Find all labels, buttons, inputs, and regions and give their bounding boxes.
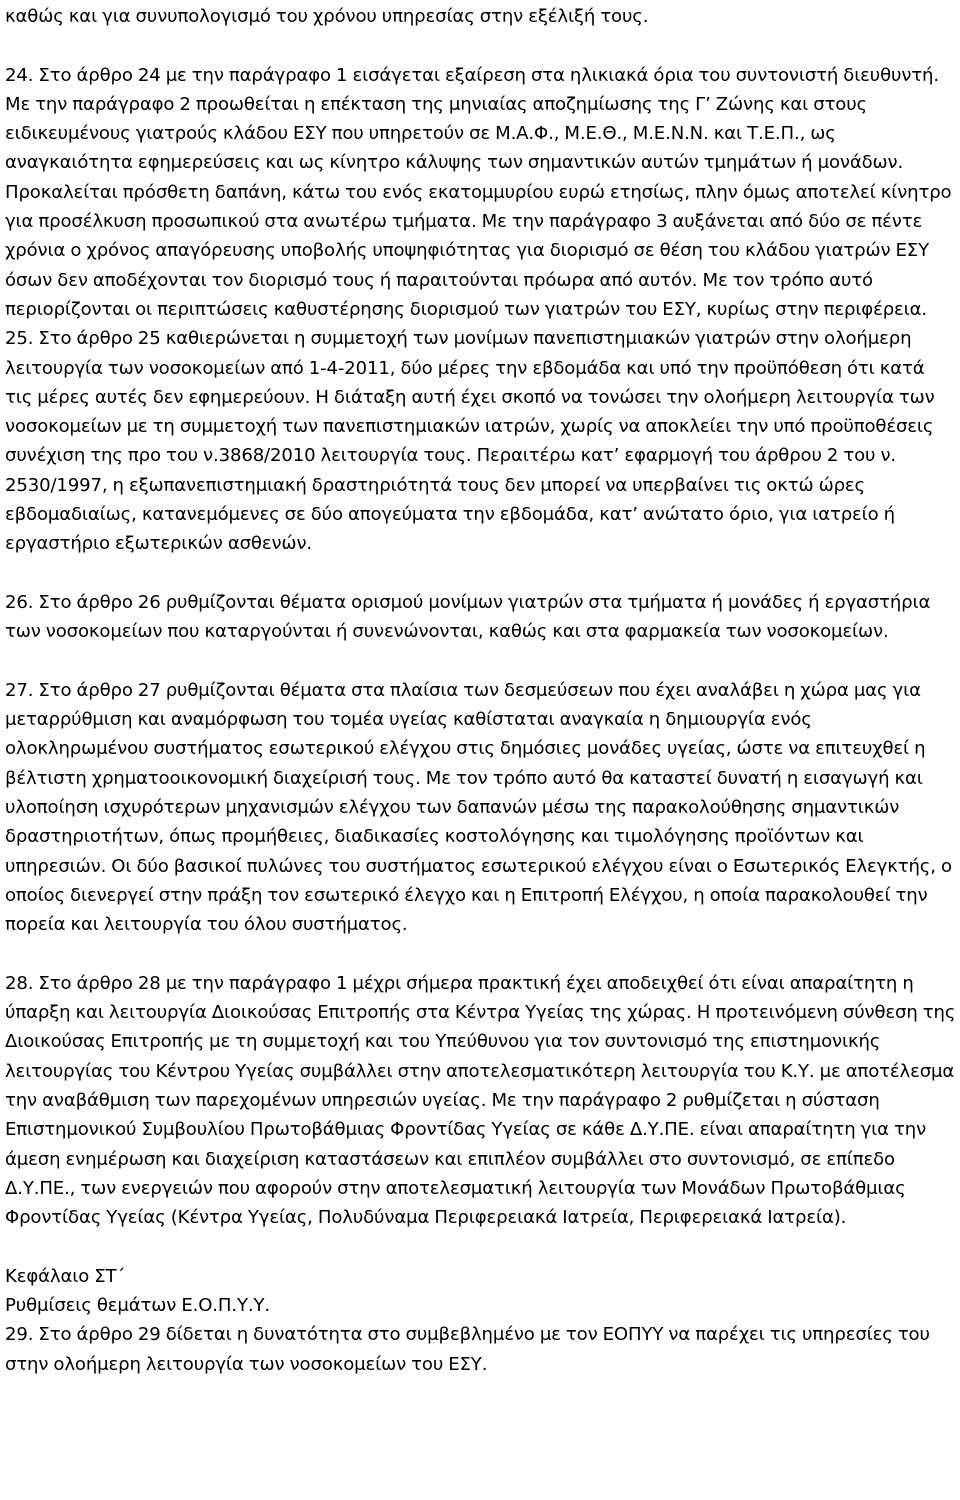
- article-26-paragraph: 26. Στο άρθρο 26 ρυθμίζονται θέματα ορισμού μονίμων γιατρών στα τμήματα ή μονάδες ή εργαστήρια των νοσοκομείων που καταργούνται ή συνενώνονται, καθώς και στα φαρμακεία των νοσοκομείων.: [5, 591, 931, 643]
- paragraph-gap: [5, 647, 956, 676]
- article-28-paragraph: 28. Στο άρθρο 28 με την παράγραφο 1 μέχρι σήμερα πρακτική έχει αποδειχθεί ότι είναι απαραίτητη η ύπαρξη και λειτουργία Διοικούσας Επιτροπής στα Κέντρα Υγείας της χώρας. Η προτεινόμενη σύνθεση της Διοικούσας Επιτροπής με τη συμμετοχή και του Υπεύθυνου για τον συντονισμό της επιστημονικής λειτουργίας του Κέντρου Υγείας συμβάλλει στην αποτελεσματικότερη λειτουργία του Κ.Υ. με αποτέλεσμα την αναβάθμιση των παρεχομένων υπηρεσιών υγείας. Με την παράγραφο 2 ρυθμίζεται η σύσταση Επιστημονικού Συμβουλίου Πρωτοβάθμιας Φροντίδας Υγείας σε κάθε Δ.Υ.ΠΕ. είναι απαραίτητη για την άμεση ενημέρωση και διαχείριση καταστάσεων και επιπλέον συμβάλλει στο συντονισμό, σε επίπεδο Δ.Υ.ΠΕ., των ενεργειών που αφορούν στην αποτελεσματική λειτουργία των Μονάδων Πρωτοβάθμιας Φροντίδας Υγείας (Κέντρα Υγείας, Πολυδύναμα Περιφερειακά Ιατρεία, Περιφερειακά Ιατρεία).: [5, 972, 956, 1229]
- paragraph-gap: [5, 1232, 956, 1261]
- article-27-paragraph: 27. Στο άρθρο 27 ρυθμίζονται θέματα στα πλαίσια των δεσμεύσεων που έχει αναλάβει η χώρα μας για μεταρρύθμιση και αναμόρφωση του τομέα υγείας καθίσταται αναγκαία η δημιουργία ενός ολοκληρωμένου συστήματος εσωτερικού ελέγχου στις δημόσιες μονάδες υγείας, ώστε να επιτευχθεί η βέλτιστη χρηματοοικονομική διαχείρισή τους. Με τον τρόπο αυτό θα καταστεί δυνατή η εισαγωγή και υλοποίηση ισχυρότερων μηχανισμών ελέγχου των δαπανών μέσω της παρακολούθησης σημαντικών δραστηριοτήτων, όπως προμήθειες, διαδικασίες κοστολόγησης και τιμολόγησης προϊόντων και υπηρεσιών. Οι δύο βασικοί πυλώνες του συστήματος εσωτερικού ελέγχου είναι ο Εσωτερικός Ελεγκτής, ο οποίος διενεργεί στην πράξη τον εσωτερικό έλεγχο και η Επιτροπή Ελέγχου, η οποία παρακολουθεί την πορεία και λειτουργία του όλου συστήματος.: [5, 679, 952, 936]
- paragraph-gap: [5, 31, 956, 60]
- article-25-paragraph: 25. Στο άρθρο 25 καθιερώνεται η συμμετοχή των μονίμων πανεπιστημιακών γιατρών στην ολοήμερη λειτουργία των νοσοκομείων από 1-4-2011, δύο μέρες την εβδομάδα και υπό την προϋπόθεση ότι κατά τις μέρες αυτές δεν εφημερεύουν. Η διάταξη αυτή έχει σκοπό να τονώσει την ολοήμερη λειτουργία των νοσοκομείων με τη συμμετοχή των πανεπιστημιακών ιατρών, χωρίς να αποκλείει την υπό προϋποθέσεις συνέχιση της προ του ν.3868/2010 λειτουργία τους. Περαιτέρω κατ’ εφαρμογή του άρθρου 2 του ν. 2530/1997, η εξωπανεπιστημιακή δραστηριότητά τους δεν μπορεί να υπερβαίνει τις οκτώ ώρες εβδομαδιαίως, κατανεμόμενες σε δύο απογεύματα την εβδομάδα, κατ’ ανώτατο όριο, για ιατρείο ή εργαστήριο εξωτερικών ασθενών.: [5, 328, 935, 555]
- article-29-paragraph: 29. Στο άρθρο 29 δίδεται η δυνατότητα στο συμβεβλημένο με τον ΕΟΠΥΥ να παρέχει τις υπηρεσίες του στην ολοήμερη λειτουργία των νοσοκομείων του ΕΣΥ.: [5, 1324, 930, 1375]
- article-24-paragraph: 24. Στο άρθρο 24 με την παράγραφο 1 εισάγεται εξαίρεση στα ηλικιακά όρια του συντονιστή διευθυντή. Με την παράγραφο 2 προωθείται η επέκταση της μηνιαίας αποζημίωσης της Γ’ Ζώνης και στους ειδικευμένους γιατρούς κλάδου ΕΣΥ που υπηρετούν σε Μ.Α.Φ., Μ.Ε.Θ., Μ.Ε.Ν.Ν. και Τ.Ε.Π., ως αναγκαιότητα εφημερεύσεις και ως κίνητρο κάλυψης των σημαντικών αυτών τμημάτων ή μονάδων. Προκαλείται πρόσθετη δαπάνη, κάτω του ενός εκατομμυρίου ευρώ ετησίως, πλην όμως αποτελεί κίνητρο για προσέλκυση προσωπικού στα ανωτέρω τμήματα. Με την παράγραφο 3 αυξάνεται από δύο σε πέντε χρόνια ο χρόνος απαγόρευσης υποβολής υποψηφιότητας για διορισμό σε θέση του κλάδου γιατρών ΕΣΥ όσων δεν αποδέχονται τον διορισμό τους ή παραιτούνται πρόωρα από αυτόν. Με τον τρόπο αυτό περιορίζονται οι περιπτώσεις καθυστέρησης διορισμού των γιατρών του ΕΣΥ, κυρίως στην περιφέρεια.: [5, 64, 952, 320]
- opening-fragment: καθώς και για συνυπολογισμό του χρόνου υπηρεσίας στην εξέλιξή τους.: [5, 6, 649, 27]
- chapter-heading: Κεφάλαιο ΣΤ΄: [5, 1265, 126, 1287]
- paragraph-gap: [5, 559, 956, 588]
- chapter-subtitle: Ρυθμίσεις θεμάτων Ε.Ο.Π.Υ.Υ.: [5, 1295, 270, 1317]
- paragraph-gap: [5, 940, 956, 969]
